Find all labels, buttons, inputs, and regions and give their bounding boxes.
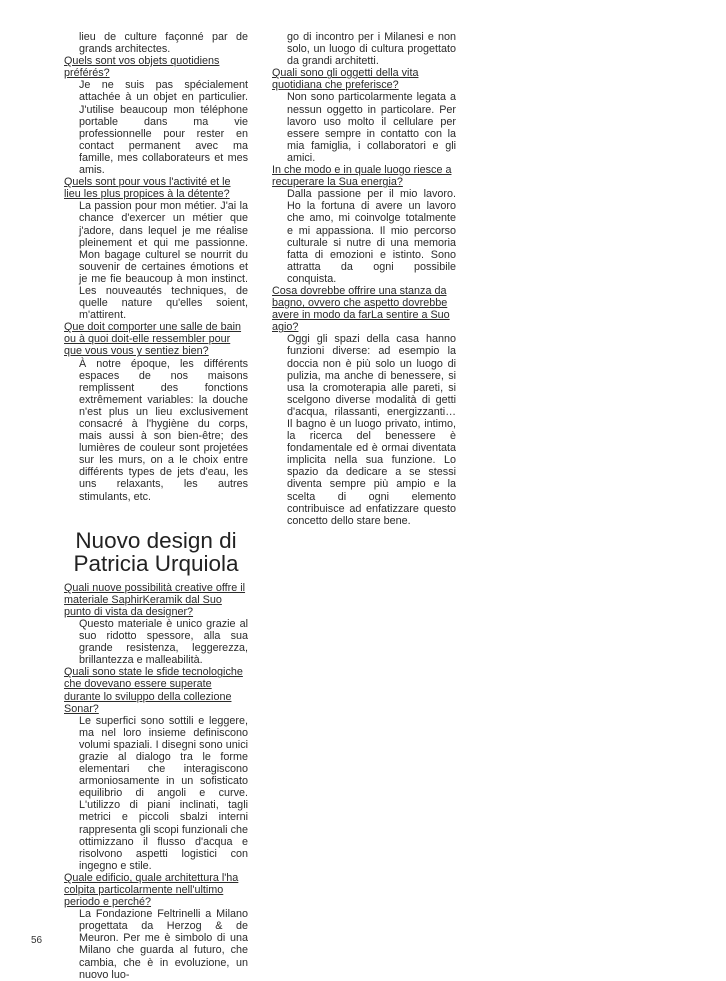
question-it-2: Quali sono state le sfide tecnologiche che dovevano essere superate durante lo sviluppo della collezione Sonar? bbox=[64, 666, 243, 715]
question-fr-1: Quels sont vos objets quotidiens préférés? bbox=[64, 55, 220, 80]
answer-fr-2: La passion pour mon métier. J'ai la chance d'exercer un métier que j'adore, dans lequel je me réalise pleinement et qui me passionne. Mon bagage culturel se nourrit du souvenir de certaines émotions et je me fie beaucoup à mon instinct. Les nouveautés techniques, de quelle nature qu'elles soient, m'attirent. bbox=[79, 200, 248, 322]
question-right-3: Cosa dovrebbe offrire una stanza da bagno, ovvero che aspetto dovrebbe avere in modo da farLa sentire a Suo agio? bbox=[272, 284, 450, 334]
answer-right-3: Oggi gli spazi della casa hanno funzioni diverse: ad esempio la doccia non è più solo un luogo di pulizia, ma anche di benessere, si usa la cromoterapia alle pareti, si scelgono diverse modalità di getti d'acqua, rilassanti, energizzanti… Il bagno è un luogo privato, intimo, la ricerca del benessere è fondamentale ed è ormai diventata implicita nella sua funzione. Lo spazio da dedicare a se stessi diventa sempre più ampio e la scelta di ogni elemento contribuisce ad enfatizzare questo concetto dello stare bene. bbox=[287, 333, 456, 527]
question-fr-2: Quels sont pour vous l'activité et le lieu les plus propices à la détente? bbox=[64, 176, 231, 201]
question-it-3: Quale edificio, quale architettura l'ha colpita particolarmente nell'ultimo periodo e perché? bbox=[64, 871, 239, 909]
answer-right-2: Dalla passione per il mio lavoro. Ho la fortuna di avere un lavoro che amo, mi coinvolge totalmente e mi appassiona. Il mio percorso culturale si nutre di una memoria fatta di emozioni e istinto. Sono attratta da ogni possibile conquista. bbox=[287, 188, 456, 285]
question-right-1: Quali sono gli oggetti della vita quotidiana che preferisce? bbox=[272, 67, 419, 92]
answer-fr-1: Je ne suis pas spécialement attachée à un objet en particulier. J'utilise beaucoup mon téléphone portable dans ma vie professionnelle pour rester en contact permanent avec ma famille, mes collaborateurs et mes amis. bbox=[79, 79, 248, 177]
page-number: 56 bbox=[31, 935, 43, 946]
answer-fr-3: À notre époque, les différents espaces de nos maisons remplissent des fonctions extrêmement variables: la douche n'est plus un lieu exclusivement consacré à l'hygiène du corps, mais aussi à son bien-être; des lumières de couleur sont projetées sur les murs, on a le choix entre différents types de jets d'eau, les uns relaxants, les autres stimulants, etc. bbox=[79, 357, 248, 503]
intro-continuation: lieu de culture façonné par de grands architectes. bbox=[79, 31, 248, 56]
question-it-1: Quali nuove possibilità creative offre il materiale SaphirKeramik dal Suo punto di vista da designer? bbox=[64, 581, 246, 618]
left-column bbox=[64, 31, 248, 981]
answer-it-2: Le superfici sono sottili e leggere, ma nel loro insieme definiscono volumi spaziali. I disegni sono unici grazie al dialogo tra le forme elementari che interagiscono armoniosamente in un sofisticato equilibrio di angoli e curve. L'utilizzo di piani inclinati, tagli metrici e piccoli sbalzi interni rappresenta gli scopi funzionali che ottimizzano il flusso d'acqua e risolvono aspetti logistici con ingegno e stile. bbox=[79, 714, 248, 872]
right-column bbox=[272, 31, 456, 527]
section-title: Nuovo design di Patricia Urquiola bbox=[73, 527, 239, 577]
answer-right-1: Non sono particolarmente legata a nessun oggetto in particolare. Per lavoro uso molto il cellulare per essere sempre in contatto con la mia famiglia, i collaboratori e gli amici. bbox=[287, 91, 456, 164]
answer-it-3: La Fondazione Feltrinelli a Milano progettata da Herzog & de Meuron. Per me è simbolo di una Milano che guarda al futuro, che cambia, che è in evoluzione, un nuovo luo- bbox=[79, 908, 248, 981]
question-fr-3: Que doit comporter une salle de bain ou à quoi doit-elle ressembler pour que vous vous y sentiez bien? bbox=[64, 321, 242, 358]
answer-it-1: Questo materiale è unico grazie al suo ridotto spessore, alla sua grande resistenza, leggerezza, brillantezza e malleabilità. bbox=[79, 617, 248, 667]
question-right-2: In che modo e in quale luogo riesce a recuperare la Sua energia? bbox=[272, 164, 452, 189]
right-continuation: go di incontro per i Milanesi e non solo, un luogo di cultura progettato da grandi architetti. bbox=[287, 31, 456, 68]
